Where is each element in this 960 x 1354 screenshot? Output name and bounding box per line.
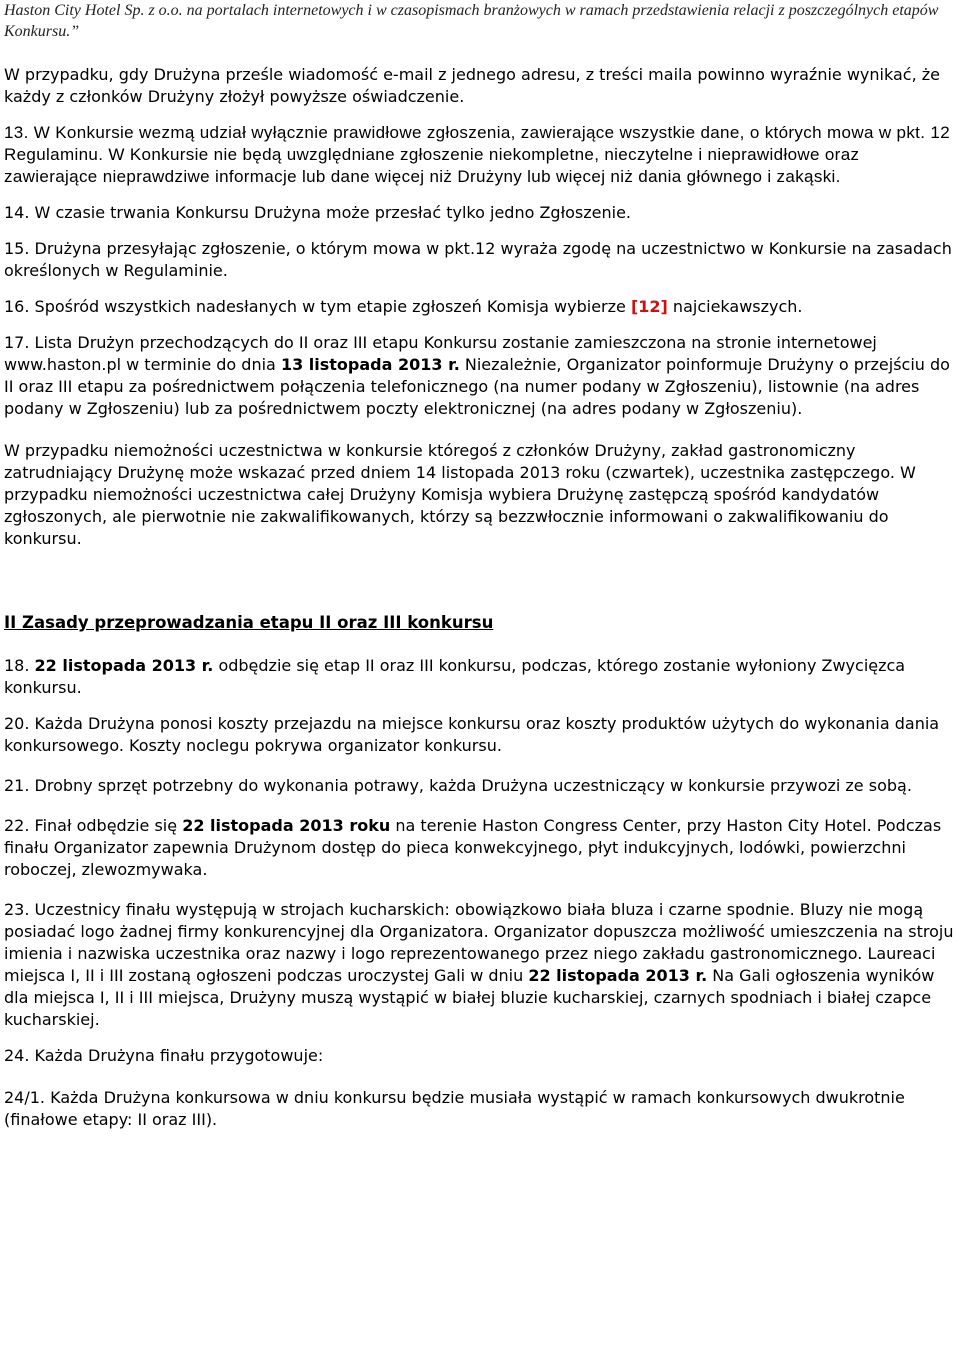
paragraph-21: 21. Drobny sprzęt potrzebny do wykonania potrawy, każda Drużyna uczestniczący w konkursie przywozi ze sobą.	[4, 776, 912, 795]
paragraph-20: 20. Każda Drużyna ponosi koszty przejazdu na miejsce konkursu oraz koszty produktów użytych do wykonania dania konkursowego. Koszty noclegu pokrywa organizator konkursu.	[4, 714, 940, 755]
spacer	[4, 564, 956, 612]
paragraph-16	[4, 296, 956, 318]
paragraph-22-tail: na terenie Haston Congress Center, przy Haston City Hotel. Podczas finału Organizator zapewnia Drużynom dostęp do pieca konwekcyjnego, płyt indukcyjnych, lodówki, powierzchni roboczej, zlewozmywaka.	[4, 816, 942, 879]
paragraph-23-date: 22 listopada 2013 r.	[528, 966, 708, 985]
paragraph-23-tail: Na Gali ogłoszenia wyników dla miejsca I, II i III miejsca, Drużyny muszą wystąpić w białej bluzie kucharskiej, czarnych spodniach i białej czapce kucharskiej.	[4, 966, 935, 1029]
paragraph-15: 15. Drużyna przesyłając zgłoszenie, o którym mowa w pkt.12 wyraża zgodę na uczestnictwo w Konkursie na zasadach określonych w Regulaminie.	[4, 239, 952, 280]
paragraph-18	[4, 655, 956, 699]
page-header: Haston City Hotel Sp. z o.o. na portalach internetowych i w czasopismach branżowych w ramach przedstawienia relacji z poszczególnych etapów Konkursu.”	[4, 2, 939, 40]
paragraph-23-text: 23. Uczestnicy finału występują w strojach kucharskich: obowiązkowo biała bluza i czarne spodnie. Bluzy nie mogą posiadać logo żadnej firmy konkurencyjnej dla Organizatora. Organizator dopuszcza możliwość umieszczenia na stroju imienia i nazwiska uczestnika oraz nazwy i logo reprezentowanego przez niego zakładu gastronomicznego. Laureaci miejsca I, II i III zostaną ogłoszeni podczas uroczystej Gali w dniu	[4, 900, 954, 985]
paragraph-16-count: [12]	[630, 297, 668, 316]
paragraph-13: 13. W Konkursie wezmą udział wyłącznie prawidłowe zgłoszenia, zawierające wszystkie dane, o których mowa w pkt. 12 Regulaminu. W Konkursie nie będą uwzględniane zgłoszenie niekompletne, nieczytelne i nieprawidłowe oraz zawierające nieprawdziwe informacje lub dane więcej niż Drużyny lub więcej niż dania głównego i zakąski.	[4, 123, 951, 186]
paragraph-24: 24. Każda Drużyna finału przygotowuje:	[4, 1046, 324, 1065]
paragraph-18-date: 22 listopada 2013 r.	[34, 656, 214, 675]
paragraph-18-tail: odbędzie się etap II oraz III konkursu, podczas, którego zostanie wyłoniony Zwycięzca konkursu.	[4, 656, 906, 697]
paragraph-17-date: 13 listopada 2013 r.	[280, 355, 460, 374]
paragraph-email-declaration: W przypadku, gdy Drużyna prześle wiadomość e-mail z jednego adresu, z treści maila powinno wyraźnie wynikać, że każdy z członków Drużyny złożył powyższe oświadczenie.	[4, 65, 940, 106]
paragraph-22-text: 22. Finał odbędzie się	[4, 816, 183, 835]
paragraph-14: 14. W czasie trwania Konkursu Drużyna może przesłać tylko jedno Zgłoszenie.	[4, 203, 631, 222]
section-title: II Zasady przeprowadzania etapu II oraz III konkursu	[4, 613, 494, 632]
paragraph-18-num: 18.	[4, 656, 35, 675]
paragraph-17	[4, 332, 956, 420]
paragraph-substitution: W przypadku niemożności uczestnictwa w konkursie któregoś z członków Drużyny, zakład gastronomiczny zatrudniający Drużynę może wskazać przed dniem 14 listopada 2013 roku (czwartek), uczestnika zastępczego. W przypadku niemożności uczestnictwa całej Drużyny Komisja wybiera Drużynę zastępczą spośród kandydatów zgłoszonych, ale pierwotnie nie zakwalifikowanych, którzy są bezzwłocznie informowani o zakwalifikowaniu do konkursu.	[4, 441, 916, 548]
paragraph-17-tail: Niezależnie, Organizator poinformuje Drużyny o przejściu do II oraz III etapu za pośrednictwem połączenia telefonicznego (na numer podany w Zgłoszeniu), listownie (na adres podany w Zgłoszeniu) lub za pośrednictwem poczty elektronicznej (na adres podany w Zgłoszeniu).	[4, 355, 950, 418]
paragraph-16-text: 16. Spośród wszystkich nadesłanych w tym etapie zgłoszeń Komisja wybierze	[4, 297, 631, 316]
paragraph-22	[4, 815, 956, 881]
paragraph-22-date: 22 listopada 2013 roku	[182, 816, 391, 835]
paragraph-16-tail: najciekawszych.	[667, 297, 803, 316]
paragraph-24-1: 24/1. Każda Drużyna konkursowa w dniu konkursu będzie musiała wystąpić w ramach konkursowych dwukrotnie (finałowe etapy: II oraz III).	[4, 1088, 905, 1129]
paragraph-23	[4, 899, 956, 1031]
paragraph-17-text: 17. Lista Drużyn przechodzących do II oraz III etapu Konkursu zostanie zamieszczona na stronie internetowej www.haston.pl w terminie do dnia	[4, 333, 877, 374]
